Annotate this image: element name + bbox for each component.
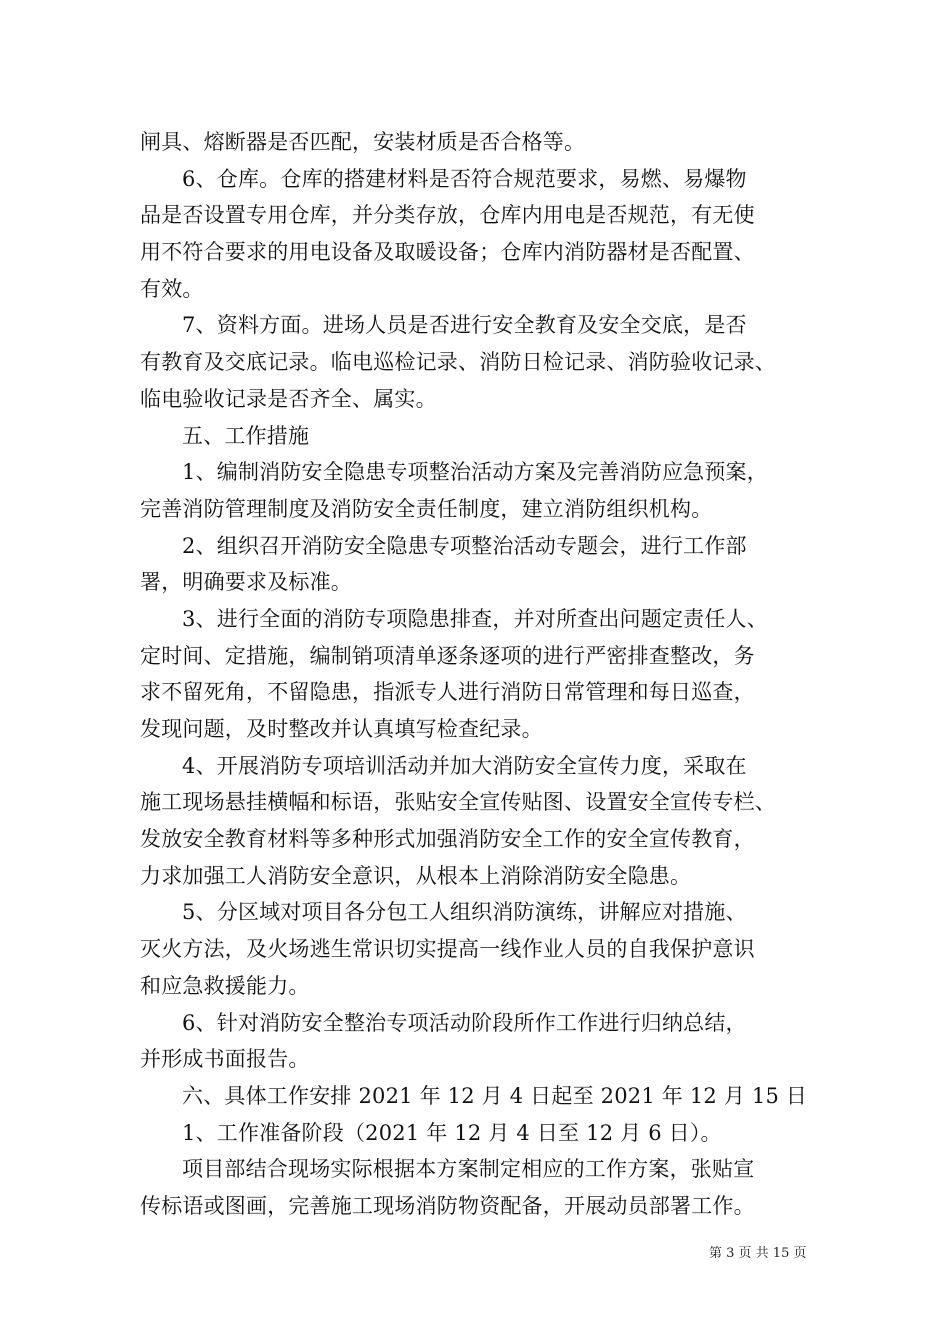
text-line: 6、针对消防安全整治专项活动阶段所作工作进行归纳总结， [182,1010,747,1035]
text-line: 发放安全教育材料等多种形式加强消防安全工作的安全宣传教育， [140,827,755,852]
text-line: 完善消防管理制度及消防安全责任制度，建立消防组织机构。 [140,496,713,521]
text-line: 4、开展消防专项培训活动并加大消防安全宣传力度，采取在 [182,753,747,778]
text-line: 求不留死角，不留隐患，指派专人进行消防日常管理和每日巡查， [140,680,755,705]
text-line: 灭火方法，及火场逃生常识切实提高一线作业人员的自我保护意识 [140,937,755,962]
text-line: 1、编制消防安全隐患专项整治活动方案及完善消防应急预案， [182,460,768,485]
text-line: 闸具、熔断器是否匹配，安装材质是否合格等。 [140,130,586,154]
text-line: 和应急救援能力。 [140,973,310,998]
text-line: 并形成书面报告。 [140,1047,310,1072]
text-line: 3、进行全面的消防专项隐患排查，并对所查出问题定责任人、 [182,606,768,631]
text-line: 临电验收记录是否齐全、属实。 [140,386,437,411]
page-number: 第 3 页 共 15 页 [709,1246,807,1261]
text-line: 7、资料方面。进场人员是否进行安全教育及安全交底，是否 [182,313,747,338]
document-body [140,124,816,1225]
text-line: 施工现场悬挂横幅和标语，张贴安全宣传贴图、设置安全宣传专栏、 [140,790,776,815]
text-line: 6、仓库。仓库的搭建材料是否符合规范要求，易燃、易爆物 [182,166,747,191]
text-line: 六、具体工作安排 2021 年 12 月 4 日起至 2021 年 12 月 15 日 [182,1083,808,1108]
text-line: 品是否设置专用仓库，并分类存放，仓库内用电是否规范，有无使 [140,203,755,228]
text-line: 发现问题，及时整改并认真填写检查纪录。 [140,717,543,741]
text-line: 传标语或图画，完善施工现场消防物资配备，开展动员部署工作。 [140,1193,755,1218]
text-line: 定时间、定措施，编制销项清单逐条逐项的进行严密排查整改，务 [140,643,755,668]
text-line: 5、分区域对项目各分包工人组织消防演练，讲解应对措施、 [182,900,747,925]
text-line: 2、组织召开消防安全隐患专项整治活动专题会，进行工作部 [182,533,747,558]
text-line: 用不符合要求的用电设备及取暖设备；仓库内消防器材是否配置、 [140,240,755,265]
text-line: 署，明确要求及标准。 [140,570,352,595]
text-line: 项目部结合现场实际根据本方案制定相应的工作方案，张贴宣 [182,1157,755,1182]
text-line: 有教育及交底记录。临电巡检记录、消防日检记录、消防验收记录、 [140,350,776,375]
text-line: 力求加强工人消防安全意识，从根本上消除消防安全隐患。 [140,863,692,888]
text-line: 1、工作准备阶段（2021 年 12 月 4 日至 12 月 6 日）。 [182,1120,722,1145]
text-line: 五、工作措施 [182,423,310,448]
text-line: 有效。 [140,276,204,301]
